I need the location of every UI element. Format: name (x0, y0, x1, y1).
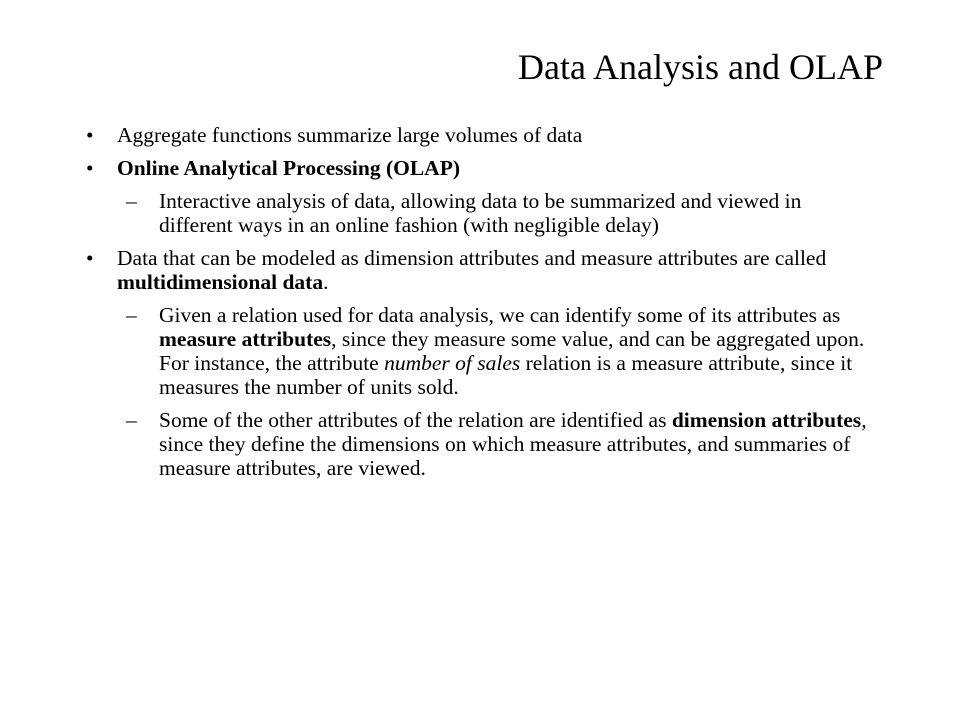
bullet-text: . (323, 270, 329, 294)
dash-marker: – (126, 189, 137, 213)
slide-content (86, 123, 876, 489)
bullet-text-bold: Online Analytical Processing (OLAP) (117, 156, 461, 180)
subbullet-measure-attributes (126, 303, 876, 399)
subbullet-text-italic: number of sales (384, 351, 521, 375)
subbullet-interactive-analysis (126, 189, 876, 237)
bullet-marker: • (86, 123, 94, 147)
dash-marker: – (126, 408, 137, 432)
subbullet-text-bold: dimension attributes (671, 408, 862, 432)
bullet-text: Data that can be modeled as dimension attributes and measure attributes are called (117, 246, 827, 270)
subbullet-text: Some of the other attributes of the relation are identified as (159, 408, 672, 432)
bullet-aggregate-functions (86, 123, 876, 147)
slide-title: Data Analysis and OLAP (518, 47, 883, 87)
bullet-marker: • (86, 156, 94, 180)
subbullet-text: , since they define the dimensions on which measure attributes, and summaries of measure attributes, are viewed. (159, 408, 867, 480)
subbullet-text: , since they measure some value, and can be aggregated upon. For instance, the attribute (159, 327, 865, 375)
dash-marker: – (126, 303, 137, 327)
subbullet-text: Given a relation used for data analysis, we can identify some of its attributes as (159, 303, 841, 327)
bullet-marker: • (86, 246, 94, 270)
subbullet-text: relation is a measure attribute, since it measures the number of units sold. (159, 351, 853, 399)
bullet-olap (86, 156, 876, 180)
subbullet-dimension-attributes (126, 408, 876, 480)
bullet-multidimensional-data (86, 246, 876, 294)
subbullet-text-bold: measure attributes (159, 327, 332, 351)
bullet-text: Aggregate functions summarize large volumes of data (117, 123, 583, 147)
subbullet-text: Interactive analysis of data, allowing data to be summarized and viewed in different ways in an online fashion (with negligible delay) (159, 189, 802, 237)
bullet-text-bold: multidimensional data (117, 270, 324, 294)
